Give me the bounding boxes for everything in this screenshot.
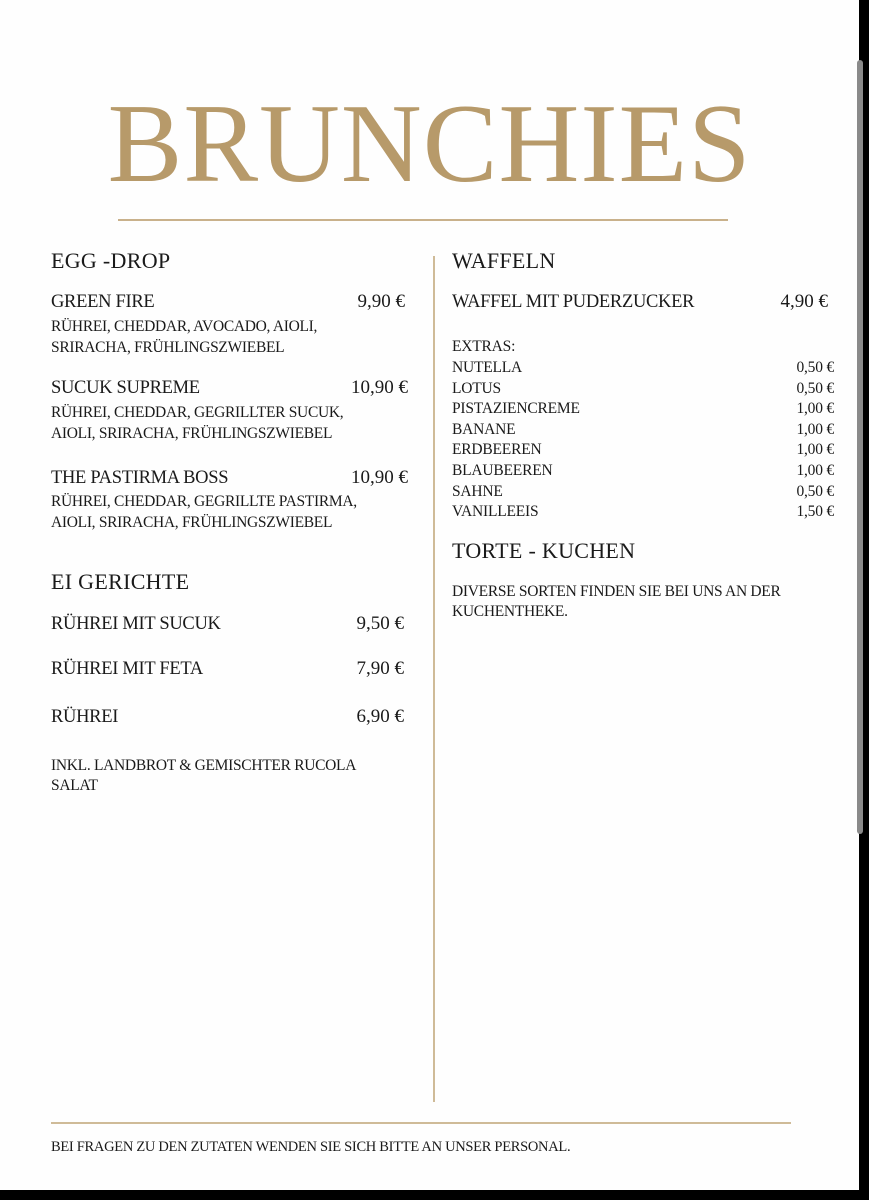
item-name-ruehrei: RÜHREI [51, 707, 119, 727]
extra-price: 1,00 € [796, 420, 834, 438]
extra-price: 1,00 € [796, 441, 834, 459]
item-price-ruehrei-feta: 7,90 € [356, 658, 404, 679]
extra-row [452, 379, 834, 400]
extra-price: 0,50 € [796, 359, 834, 376]
extra-row [452, 461, 834, 482]
extra-row [452, 502, 834, 523]
item-desc-pastirma-boss-line2: AIOLI, SRIRACHA, FRÜHLINGSZWIEBEL [51, 514, 333, 531]
item-price-ruehrei: 6,90 € [356, 706, 404, 727]
item-price-pastirma-boss: 10,90 € [351, 467, 408, 488]
torte-note-line2: KUCHENTHEKE. [452, 603, 568, 620]
item-desc-sucuk-supreme-line2: AIOLI, SRIRACHA, FRÜHLINGSZWIEBEL [51, 425, 333, 442]
extra-price: 0,50 € [796, 482, 834, 500]
item-desc-pastirma-boss-line1: RÜHREI, CHEDDAR, GEGRILLTE PASTIRMA, [51, 493, 357, 510]
extra-name: VANILLEEIS [452, 503, 539, 521]
item-name-green-fire: GREEN FIRE [51, 292, 155, 312]
extra-name: BLAUBEEREN [452, 462, 553, 479]
item-price-sucuk-supreme: 10,90 € [351, 377, 408, 398]
extra-name: PISTAZIENCREME [452, 400, 580, 418]
extra-price: 1,00 € [796, 400, 834, 418]
torte-note-line1: DIVERSE SORTEN FINDEN SIE BEI UNS AN DER [452, 583, 781, 600]
ei-gerichte-note-line1: INKL. LANDBROT & GEMISCHTER RUCOLA [51, 757, 357, 774]
extra-name: LOTUS [452, 379, 501, 397]
extra-name: NUTELLA [452, 359, 523, 376]
item-price-waffel-puderzucker: 4,90 € [780, 291, 828, 312]
item-name-ruehrei-sucuk: RÜHREI MIT SUCUK [51, 614, 221, 634]
footer-note: BEI FRAGEN ZU DEN ZUTATEN WENDEN SIE SICH BITTE AN UNSER PERSONAL. [51, 1139, 571, 1155]
extra-row [452, 440, 834, 461]
section-heading-waffeln: WAFFELN [452, 248, 556, 273]
item-desc-green-fire-line1: RÜHREI, CHEDDAR, AVOCADO, AIOLI, [51, 318, 318, 335]
item-name-pastirma-boss: THE PASTIRMA BOSS [51, 468, 229, 488]
item-desc-green-fire-line2: SRIRACHA, FRÜHLINGSZWIEBEL [51, 339, 285, 356]
scrollbar[interactable] [857, 60, 863, 834]
extra-row [452, 482, 834, 503]
extra-name: ERDBEEREN [452, 441, 542, 459]
extras-label: EXTRAS: [452, 338, 516, 355]
item-price-ruehrei-sucuk: 9,50 € [356, 613, 404, 634]
ei-gerichte-note-line2: SALAT [51, 777, 98, 794]
extra-price: 1,50 € [796, 503, 834, 521]
extra-row [452, 358, 834, 379]
extra-name: BANANE [452, 420, 516, 438]
menu-title: BRUNCHIES [107, 82, 752, 206]
title-divider [118, 219, 728, 221]
item-desc-sucuk-supreme-line1: RÜHREI, CHEDDAR, GEGRILLTER SUCUK, [51, 404, 344, 421]
extra-price: 0,50 € [796, 379, 834, 397]
item-name-ruehrei-feta: RÜHREI MIT FETA [51, 659, 203, 679]
extra-row [452, 420, 834, 441]
footer-divider [51, 1122, 791, 1124]
column-divider [433, 256, 435, 1102]
extra-name: SAHNE [452, 482, 503, 500]
item-name-waffel-puderzucker: WAFFEL MIT PUDERZUCKER [452, 292, 695, 312]
extra-row [452, 399, 834, 420]
section-heading-ei-gerichte: EI GERICHTE [51, 569, 190, 594]
item-name-sucuk-supreme: SUCUK SUPREME [51, 378, 200, 398]
section-heading-torte-kuchen: TORTE - KUCHEN [452, 538, 636, 563]
section-heading-egg-drop: EGG -DROP [51, 248, 171, 273]
extra-price: 1,00 € [796, 462, 834, 479]
item-price-green-fire: 9,90 € [357, 291, 405, 312]
